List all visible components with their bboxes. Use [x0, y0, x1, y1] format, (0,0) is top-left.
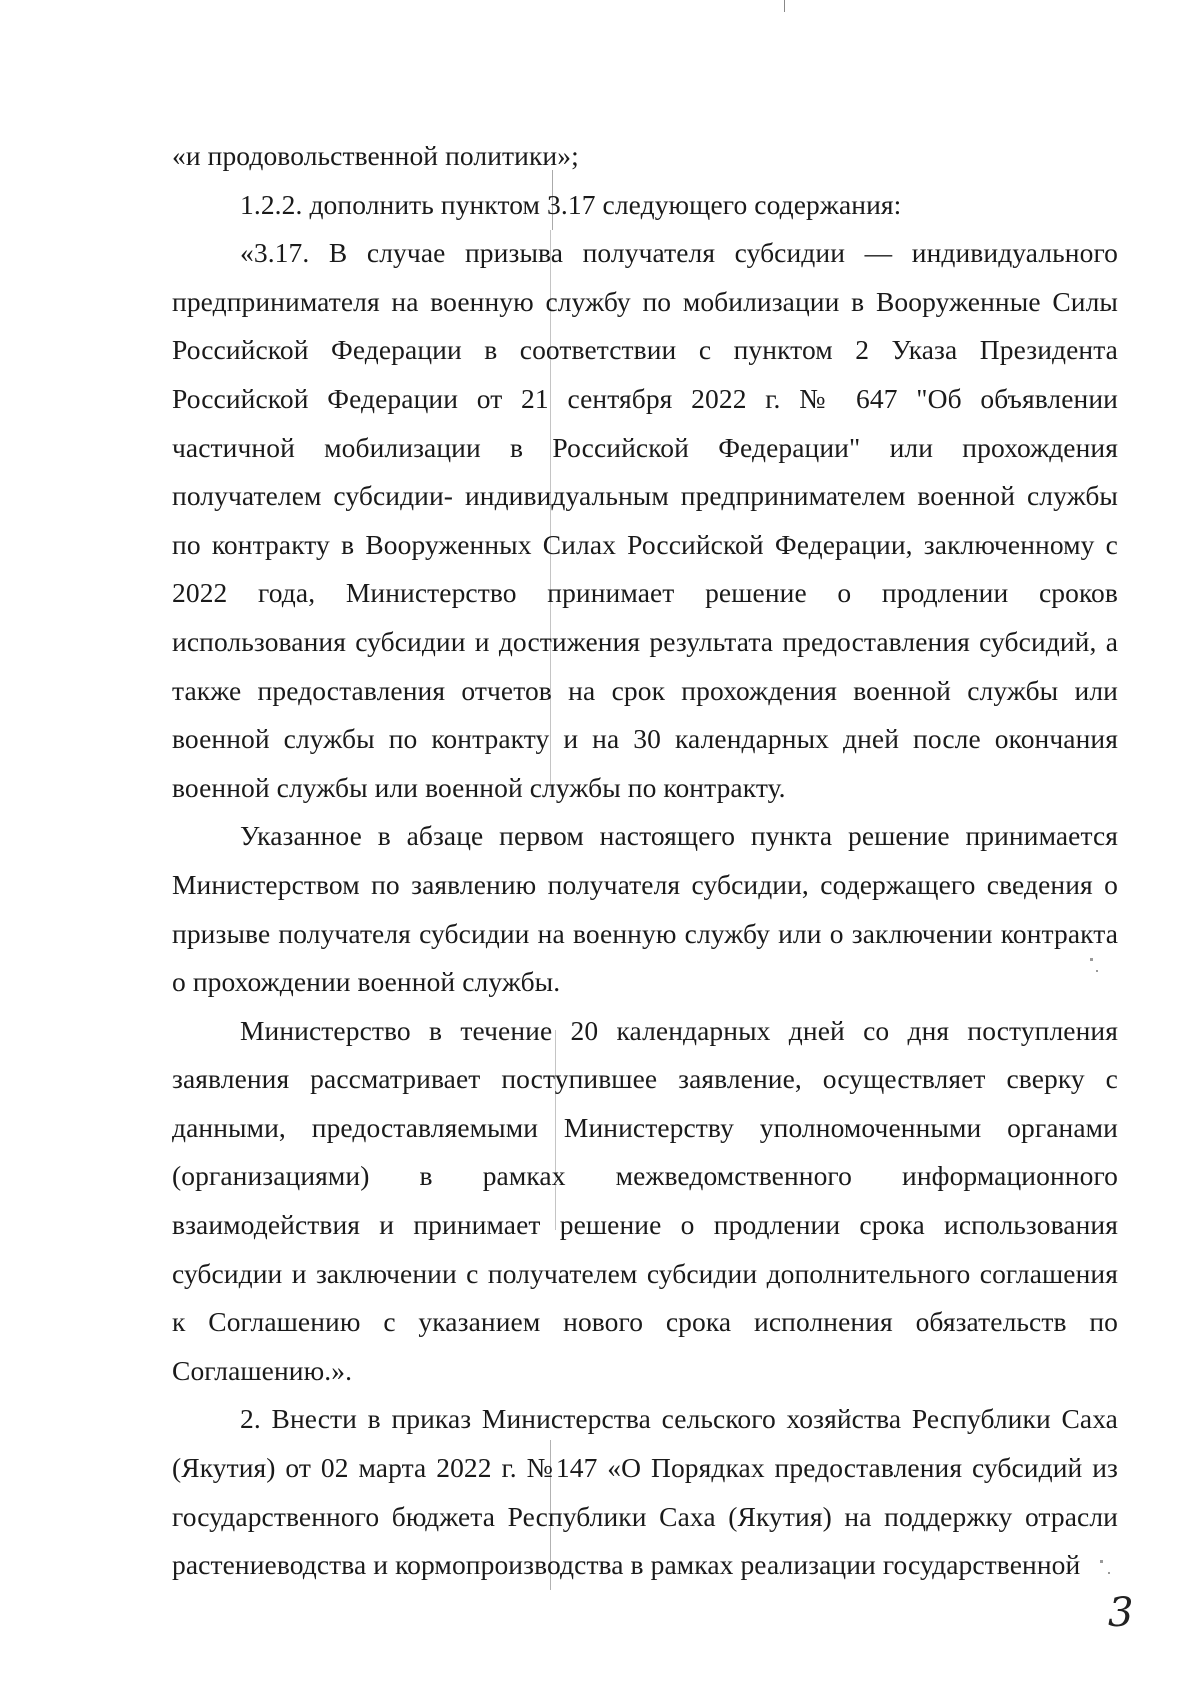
paragraph-item-3-17: «3.17. В случае призыва получателя субсидии — индивидуального предпринимателя на военную службу по мобилизации в Вооруженные Силы Российской Федерации в соответствии с пунктом 2 Указа Президента Российской Федерации от 21 сентября 2022 г. № 647 "Об объявлении частичной мобилизации в Российской Федерации" или прохождения получателем субсидии- индивидуальным предпринимателем военной службы по контракту в Вооруженных Силах Российской Федерации, заключенному с 2022 года, Министерство принимает решение о продлении сроков использования субсидии и достижения результата предоставления субсидий, а также предоставления отчетов на срок прохождения военной службы или военной службы по контракту и на 30 календарных дней после окончания военной службы или военной службы по контракту.	[172, 237, 1118, 803]
document-body	[172, 132, 1118, 1590]
paragraph-item-2: 2. Внести в приказ Министерства сельского хозяйства Республики Саха (Якутия) от 02 марта 2022 г. №147 «О Порядках предоставления субсидий из государственного бюджета Республики Саха (Якутия) на поддержку отрасли растениеводства и кормопроизводства в рамках реализации государственной	[172, 1403, 1118, 1581]
paragraph-continuation: «и продовольственной политики»;	[172, 140, 579, 171]
paragraph-review-procedure: Министерство в течение 20 календарных дней со дня поступления заявления рассматривает поступившее заявление, осуществляет сверку с данными, предоставляемыми Министерству уполномоченными органами (организациями) в рамках межведомственного информационного взаимодействия и принимает решение о продлении срока использования субсидии и заключении с получателем субсидии дополнительного соглашения к Соглашению с указанием нового срока исполнения обязательств по Соглашению.».	[172, 1014, 1118, 1386]
paragraph-decision-basis: Указанное в абзаце первом настоящего пункта решение принимается Министерством по заявлению получателя субсидии, содержащего сведения о призыве получателя субсидии на военную службу или о заключении контракта о прохождении военной службы.	[172, 820, 1118, 998]
page-number: 3	[1108, 1590, 1134, 1636]
paragraph-item-1-2-2: 1.2.2. дополнить пунктом 3.17 следующего содержания:	[240, 188, 902, 220]
scan-artifact-line	[784, 0, 785, 12]
